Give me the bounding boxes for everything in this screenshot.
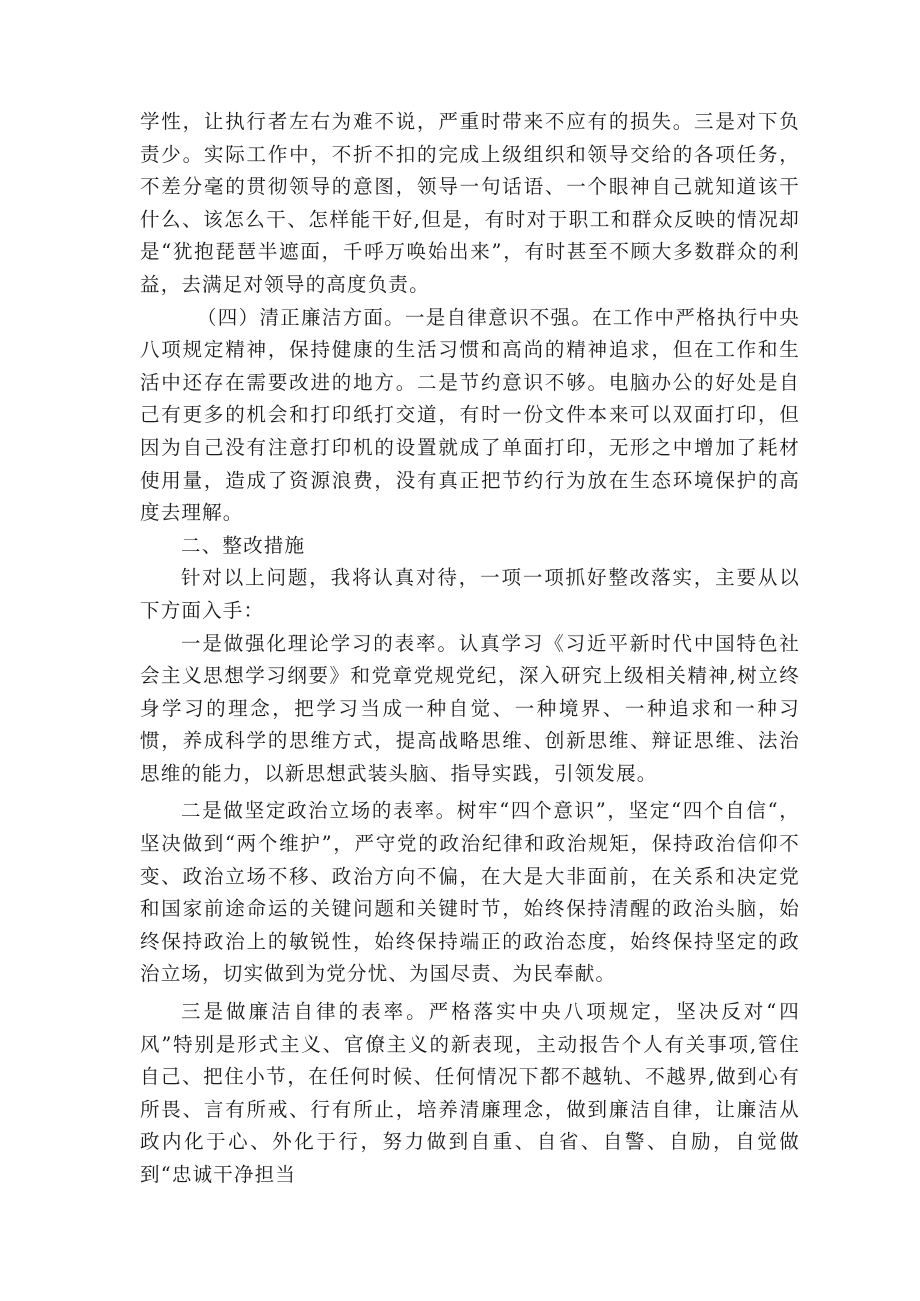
paragraph-responsibility-continued: 学性，让执行者左右为难不说，严重时带来不应有的损失。三是对下负责少。实际工作中，不折不扣的完成上级组织和领导交给的各项任务，不差分毫的贯彻领导的意图，领导一句话语、一个眼神自己就知道该干什么、该怎么干、怎样能干好,但是，有时对于职工和群众反映的情况却是“犹抱琵琶半遮面，千呼万唤始出来”，有时甚至不顾大多数群众的利益，去满足对领导的高度负责。 [140,110,800,296]
section-heading-rectification: 二、整改措施 [181,533,306,557]
paragraph-measure-theory-study: 一是做强化理论学习的表率。认真学习《习近平新时代中国特色社会主义思想学习纲要》和党章党规党纪，深入研究上级相关精神,树立终身学习的理念，把学习当成一种自觉、一种境界、一种追求和一种习惯，养成科学的思维方式，提高战略思维、创新思维、辩证思维、法治思维的能力，以新思想武装头脑、指导实践，引领发展。 [140,631,800,785]
paragraph-integrity-section: （四）清正廉洁方面。一是自律意识不强。在工作中严格执行中央八项规定精神，保持健康的生活习惯和高尚的精神追求，但在工作和生活中还存在需要改进的地方。二是节约意识不够。电脑办公的好处是自己有更多的机会和打印纸打交道，有时一份文件本来可以双面打印，但因为自己没有注意打印机的设置就成了单面打印，无形之中增加了耗材使用量，造成了资源浪费，没有真正把节约行为放在生态环境保护的高度去理解。 [140,305,800,525]
document-body [140,106,800,1192]
paragraph-rectification-intro: 针对以上问题，我将认真对待，一项一项抓好整改落实，主要从以下方面入手： [140,566,800,622]
paragraph-measure-self-discipline: 三是做廉洁自律的表率。严格落实中央八项规定，坚决反对“四风”特别是形式主义、官僚主义的新表现，主动报告个人有关事项,管住自己、把住小节，在任何时候、任何情况下都不越轨、不越界,做到心有所畏、言有所戒、行有所止，培养清廉理念，做到廉洁自律，让廉洁从政内化于心、外化于行，努力做到自重、自省、自警、自励，自觉做到“忠诚干净担当 [140,1000,800,1186]
paragraph-measure-political-stance: 二是做坚定政治立场的表率。树牢“四个意识”，坚定“四个自信“，坚决做到“两个维护”，严守党的政治纪律和政治规矩，保持政治信仰不变、政治立场不移、政治方向不偏，在大是大非面前，在关系和决定党和国家前途命运的关键问题和关键时节，始终保持清醒的政治头脑，始终保持政治上的敏锐性，始终保持端正的政治态度，始终保持坚定的政治立场，切实做到为党分忧、为国尽责、为民奉献。 [140,799,800,986]
